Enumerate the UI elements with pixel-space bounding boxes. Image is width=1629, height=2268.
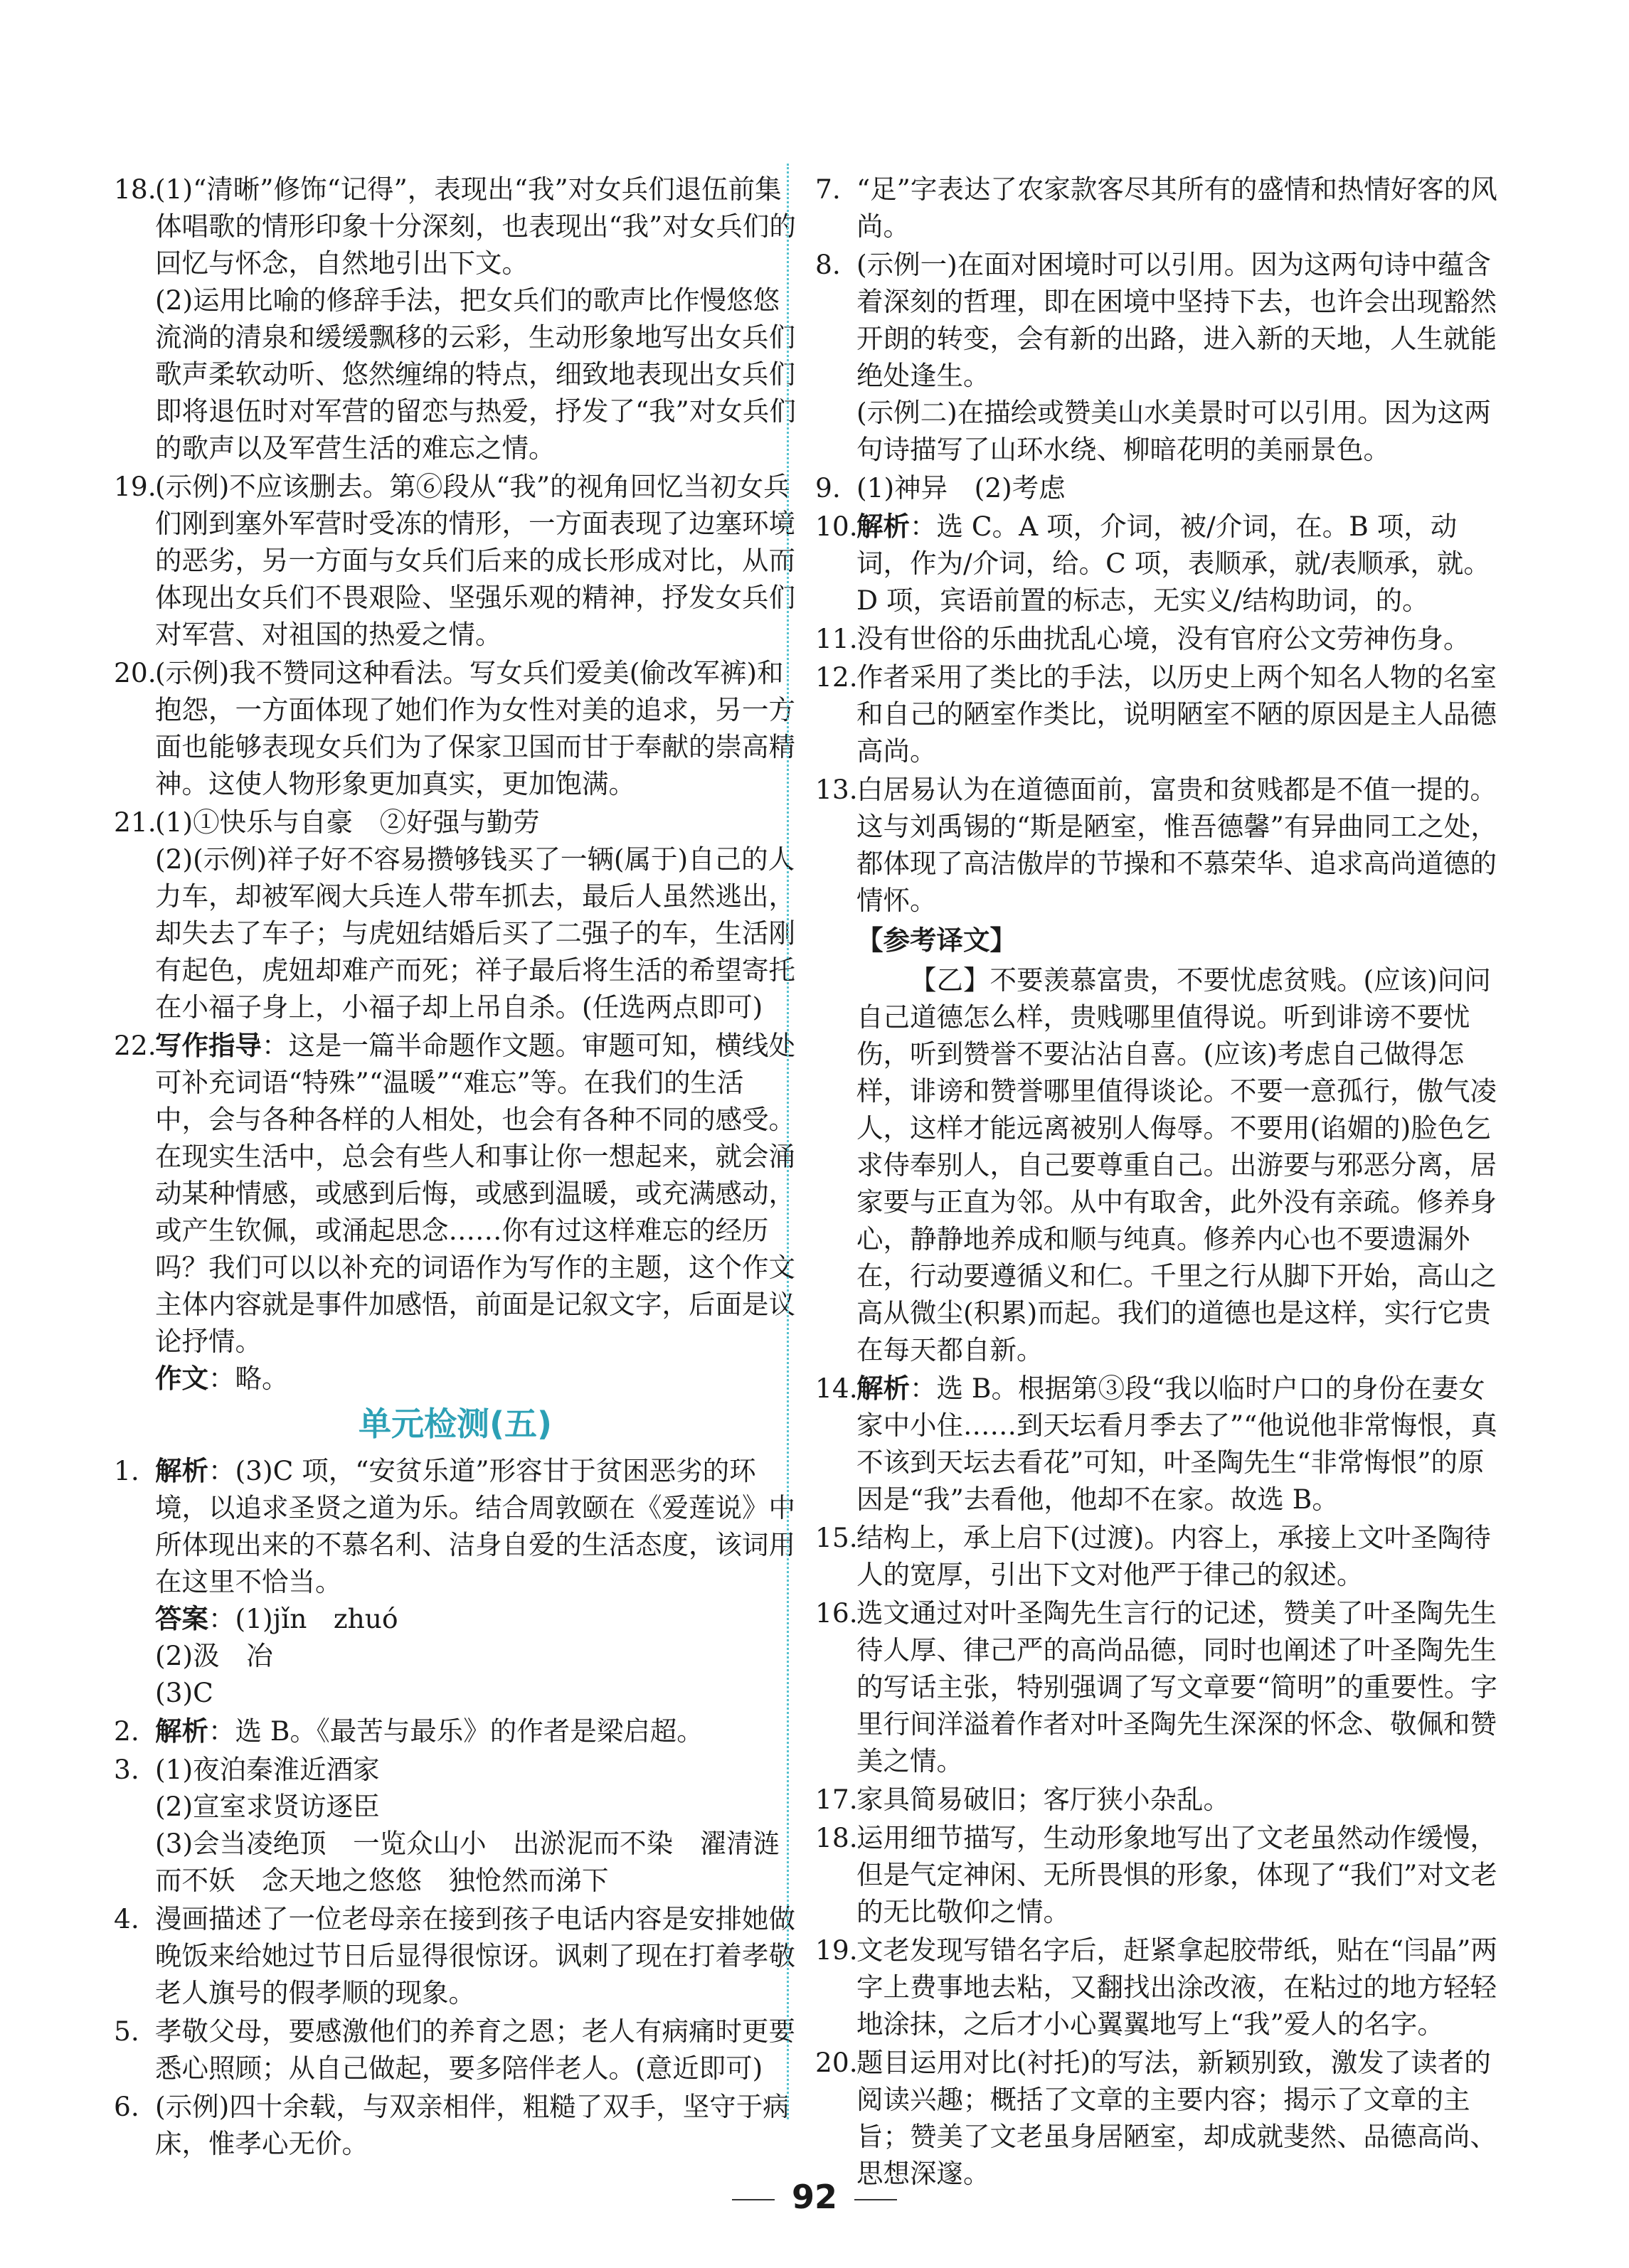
answer-text: 写作指导：这是一篇半命题作文题。审题可知，横线处可补充词语“特殊”“温暖”“难忘”等。在我们的生活中，会与各种各样的人相处，也会有各种不同的感受。在现实生活中，总会有些人和事让你一想起来，就会涌动某种情感，或感到后悔，或感到温暖，或充满感动，或产生钦佩，或涌起思念……你有过这样难忘的经历吗？我们可以以补充的词语作为写作的主题，这个作文主体内容就是事件加感悟，前面是记叙文字，后面是议论抒情。: [155, 1030, 795, 1357]
answer-text: (1)①快乐与自豪 ②好强与勤劳: [155, 806, 540, 838]
answer-text: (示例二)在描绘或赞美山水美景时可以引用。因为这两句诗描写了山环水绕、柳暗花明的美丽景色。: [856, 397, 1491, 465]
section-heading: 单元检测(五): [358, 1405, 553, 1443]
answer-text: (1)神异 (2)考虑: [856, 472, 1066, 504]
reference-translation-text: 【乙】不要羡慕富贵，不要忧虑贫贱。(应该)问问自己道德怎么样，贵贱哪里值得说。听到诽谤不要忧伤，听到赞誉不要沾沾自喜。(应该)考虑自己做得怎样，诽谤和赞誉哪里值得谈论。不要一意孤行，傲气凌人，这样才能远离被别人侮辱。不要用(谄媚的)脸色乞求侍奉别人，自己要尊重自己。出游要与邪恶分离，居家要与正直为邻。从中有取舍，此外没有亲疏。修养身心，静静地养成和顺与纯真。修养内心也不要遗漏外在，行动要遵循义和仁。千里之行从脚下开始，高山之高从微尘(积累)而起。我们的道德也是这样，实行它贵在每天都自新。: [856, 964, 1497, 1365]
answer-text: (3)会当凌绝顶 一览众山小 出淤泥而不染 濯清涟而不妖 念天地之悠悠 独怆然而涕下: [155, 1828, 780, 1896]
analysis-label: 解析: [856, 511, 910, 542]
item-number: 20.: [114, 657, 156, 688]
answer-text: 选文通过对叶圣陶先生言行的记述，赞美了叶圣陶先生待人厚、律己严的高尚品德，同时也阐述了叶圣陶先生的写话主张，特别强调了写文章要“简明”的重要性。字里行间洋溢着作者对叶圣陶先生深深的怀念、敬佩和赞美之情。: [856, 1597, 1497, 1777]
item-number: 5.: [114, 2016, 139, 2047]
unit-answer-17: [815, 1781, 1498, 1818]
unit-answer-6: [114, 2088, 797, 2162]
answer-text: 没有世俗的乐曲扰乱心境，没有官府公文劳神伤身。: [856, 623, 1470, 654]
unit-answer-4: [114, 1900, 797, 2011]
answer-text: 解析：选 B。根据第③段“我以临时户口的身份在妻女家中小住……到天坛看月季去了”“他说他非常悔恨，真不该到天坛去看花”可知，叶圣陶先生“非常悔恨”的原因是“我”去看他，他却不在家。故选 B。: [856, 1373, 1497, 1515]
item-number: 17.: [815, 1784, 858, 1815]
answer-text: 作文：略。: [155, 1363, 289, 1394]
answer-label: 答案: [155, 1603, 208, 1634]
answer-text: 家具简易破旧；客厅狭小杂乱。: [856, 1784, 1230, 1815]
unit-answer-20: [815, 2044, 1498, 2192]
answer-text: (2)运用比喻的修辞手法，把女兵们的歌声比作慢悠悠流淌的清泉和缓缓飘移的云彩，生动形象地写出女兵们歌声柔软动听、悠然缠绵的特点，细致地表现出女兵们即将退伍时对军营的留恋与热爱，抒发了“我”对女兵们的歌声以及军营生活的难忘之情。: [155, 284, 796, 464]
answer-text: (示例)我不赞同这种看法。写女兵们爱美(偷改军裤)和抱怨，一方面体现了她们作为女性对美的追求，另一方面也能够表现女兵们为了保家卫国而甘于奉献的崇高精神。这使人物形象更加真实，更加饱满。: [155, 657, 795, 799]
answer-text: (2)(示例)祥子好不容易攒够钱买了一辆(属于)自己的人力车，却被军阀大兵连人带车抓去，最后人虽然逃出，却失去了车子；与虎妞结婚后买了二强子的车，生活刚有起色，虎妞却难产而死；祥子最后将生活的希望寄托在小福子身上，小福子却上吊自杀。(任选两点即可): [155, 843, 795, 1023]
unit-answer-5: [114, 2013, 797, 2087]
item-number: 8.: [815, 249, 841, 280]
item-number: 11.: [815, 623, 858, 654]
answer-text: (1)夜泊秦淮近酒家: [155, 1754, 380, 1785]
answer-text: (3)C: [155, 1677, 213, 1708]
answer-text: (示例一)在面对困境时可以引用。因为这两句诗中蕴含着深刻的哲理，即在困境中坚持下去，也许会出现豁然开朗的转变，会有新的出路，进入新的天地，人生就能绝处逢生。: [856, 249, 1497, 391]
item-number: 18.: [815, 1822, 858, 1853]
item-number: 4.: [114, 1903, 139, 1934]
answer-text: 孝敬父母，要感激他们的养育之恩；老人有病痛时更要悉心照顾；从自己做起，要多陪伴老人。(意近即可): [155, 2016, 795, 2084]
item-number: 15.: [815, 1522, 858, 1553]
answer-text: 题目运用对比(衬托)的写法，新颖别致，激发了读者的阅读兴趣；概括了文章的主要内容；揭示了文章的主旨；赞美了文老虽身居陋室，却成就斐然、品德高尚、思想深邃。: [856, 2047, 1497, 2189]
item-number: 19.: [815, 1934, 858, 1966]
item-number: 9.: [815, 472, 841, 504]
answer-22: [114, 1027, 797, 1397]
writing-guide-label: 写作指导: [155, 1030, 262, 1061]
item-number: 18.: [114, 174, 156, 205]
unit-answer-19: [815, 1932, 1498, 2043]
item-number: 3.: [114, 1754, 139, 1785]
unit-answer-11: [815, 620, 1498, 657]
answer-text: 作者采用了类比的手法，以历史上两个知名人物的名室和自己的陋室作类比，说明陋室不陋的原因是主人品德高尚。: [856, 661, 1497, 767]
item-number: 22.: [114, 1030, 156, 1061]
answer-21: [114, 804, 797, 1026]
answer-text: 结构上，承上启下(过渡)。内容上，承接上文叶圣陶待人的宽厚，引出下文对他严于律己的叙述。: [856, 1522, 1491, 1590]
column-divider: [787, 164, 789, 2119]
item-number: 12.: [815, 661, 858, 693]
answer-text: 白居易认为在道德面前，富贵和贫贱都是不值一提的。这与刘禹锡的“斯是陋室，惟吾德馨”有异曲同工之处，都体现了高洁傲岸的节操和不慕荣华、追求高尚道德的情怀。: [856, 774, 1497, 916]
item-number: 21.: [114, 806, 156, 838]
answer-text: 答案：(1)jǐn zhuó: [155, 1603, 398, 1634]
item-number: 2.: [114, 1715, 139, 1747]
page-footer: [0, 2178, 1629, 2216]
answer-text: 解析：选 C。A 项，介词，被/介词，在。B 项，动词，作为/介词，给。C 项，表顺承，就/表顺承，就。D 项，宾语前置的标志，无实义/结构助词，的。: [856, 511, 1490, 616]
answer-text: 运用细节描写，生动形象地写出了文老虽然动作缓慢，但是气定神闲、无所畏惧的形象，体现了“我们”对文老的无比敬仰之情。: [856, 1822, 1497, 1927]
unit-answer-15: [815, 1519, 1498, 1593]
footer-dash-left: [732, 2199, 775, 2200]
unit-answer-14: [815, 1370, 1498, 1518]
unit-answer-12: [815, 659, 1498, 770]
answer-20: [114, 654, 797, 802]
item-number: 14.: [815, 1373, 858, 1404]
unit-answer-16: [815, 1594, 1498, 1779]
unit-answer-13: [815, 771, 1498, 919]
item-number: 13.: [815, 774, 858, 805]
answer-18: [114, 171, 797, 467]
unit-answer-7: [815, 171, 1498, 245]
unit-answer-18: [815, 1819, 1498, 1930]
unit-answer-2: [114, 1713, 797, 1750]
item-number: 20.: [815, 2047, 858, 2078]
unit-answer-9: [815, 469, 1498, 506]
answer-text: (2)汲 冶: [155, 1640, 273, 1671]
left-column: [114, 171, 797, 2163]
answer-text: (1)“清晰”修饰“记得”，表现出“我”对女兵们退伍前集体唱歌的情形印象十分深刻，也表现出“我”对女兵们的回忆与怀念，自然地引出下文。: [155, 174, 796, 279]
reference-translation-title: 【参考译文】: [856, 925, 1017, 956]
reference-translation: [815, 922, 1498, 1368]
item-number: 7.: [815, 174, 841, 205]
unit-answer-10: [815, 508, 1498, 619]
footer-dash-right: [854, 2199, 897, 2200]
answer-19: [114, 468, 797, 653]
item-number: 6.: [114, 2091, 139, 2122]
unit-answer-1: [114, 1452, 797, 1711]
analysis-label: 解析: [856, 1373, 910, 1404]
answer-text: (示例)四十余载，与双亲相伴，粗糙了双手，坚守于病床，惟孝心无价。: [155, 2091, 790, 2159]
page-number: 92: [791, 2178, 837, 2216]
unit-answer-8: [815, 246, 1498, 468]
essay-label: 作文: [155, 1363, 208, 1394]
item-number: 1.: [114, 1455, 139, 1486]
unit-answer-3: [114, 1751, 797, 1899]
answer-text: (示例)不应该删去。第⑥段从“我”的视角回忆当初女兵们刚到塞外军营时受冻的情形，一方面表现了边塞环境的恶劣，另一方面与女兵们后来的成长形成对比，从而体现出女兵们不畏艰险、坚强乐观的精神，抒发女兵们对军营、对祖国的热爱之情。: [155, 471, 795, 650]
item-number: 10.: [815, 511, 858, 542]
answer-text: 解析：选 B。《最苦与最乐》的作者是梁启超。: [155, 1715, 704, 1747]
analysis-label: 解析: [155, 1715, 208, 1747]
analysis-label: 解析: [155, 1455, 208, 1486]
answer-text: (2)宣室求贤访逐臣: [155, 1791, 380, 1822]
answer-text: 解析：(3)C 项，“安贫乐道”形容甘于贫困恶劣的环境，以追求圣贤之道为乐。结合周敦颐在《爱莲说》中所体现出来的不慕名利、洁身自爱的生活态度，该词用在这里不恰当。: [155, 1455, 795, 1597]
item-number: 19.: [114, 471, 156, 502]
item-number: 16.: [815, 1597, 858, 1629]
right-column: [815, 171, 1498, 2193]
answer-text: 漫画描述了一位老母亲在接到孩子电话内容是安排她做晚饭来给她过节日后显得很惊讶。讽刺了现在打着孝敬老人旗号的假孝顺的现象。: [155, 1903, 795, 2008]
answer-text: “足”字表达了农家款客尽其所有的盛情和热情好客的风尚。: [856, 174, 1497, 242]
answer-text: 文老发现写错名字后，赶紧拿起胶带纸，贴在“闫晶”两字上费事地去粘，又翻找出涂改液，在粘过的地方轻轻地涂抹，之后才小心翼翼地写上“我”爱人的名字。: [856, 1934, 1497, 2040]
